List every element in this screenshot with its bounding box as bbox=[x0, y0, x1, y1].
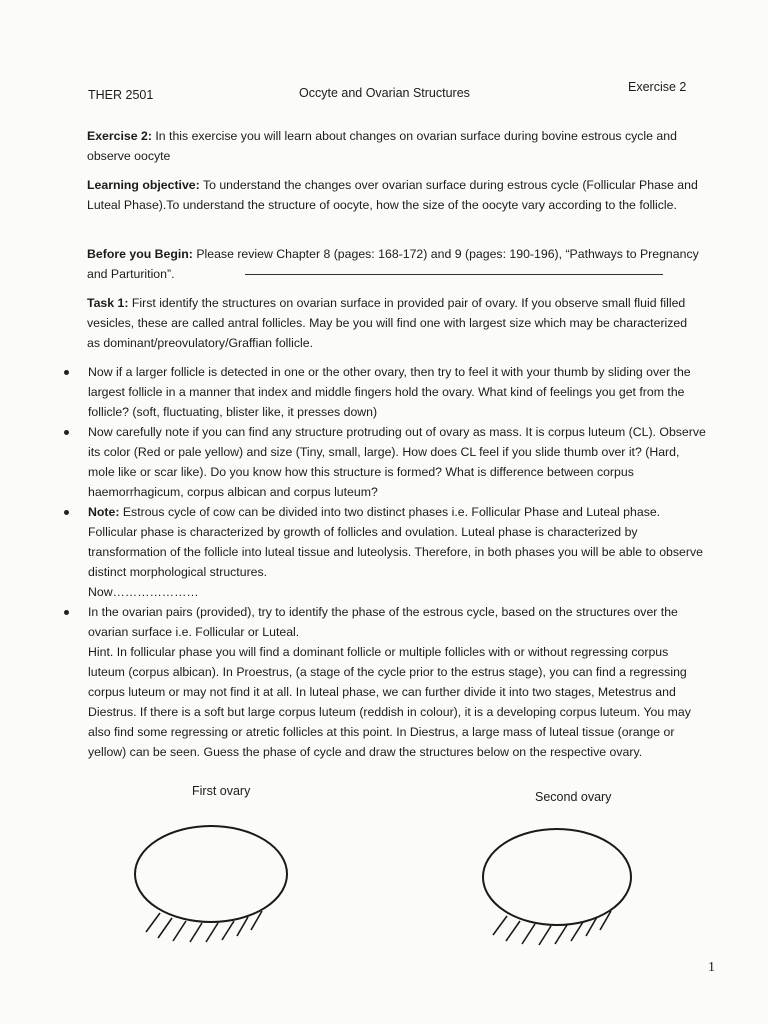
bullet-item-follicle bbox=[58, 362, 708, 422]
bullet-dot bbox=[64, 510, 69, 515]
note-text: Estrous cycle of cow can be divided into two distinct phases i.e. Follicular Phase and Luteal phase. Follicular phase is characterized by growth of follicles and ovulation. Luteal phase is characterized by transformation of the follicle into luteal tissue and luteolysis. Therefore, in both phases you will be able to observe distinct morphological structures. bbox=[88, 505, 703, 579]
exercise-text: In this exercise you will learn about changes on ovarian surface during bovine estrous cycle and observe oocyte bbox=[87, 129, 677, 163]
underline-rule bbox=[245, 274, 663, 275]
bullet-dot bbox=[64, 430, 69, 435]
page-number: 1 bbox=[708, 960, 715, 975]
bullet-text: In the ovarian pairs (provided), try to identify the phase of the estrous cycle, based on the structures over the ovarian surface i.e. Follicular or Luteal. bbox=[88, 605, 678, 639]
bullet-item-note bbox=[58, 502, 708, 602]
document-title: Occyte and Ovarian Structures bbox=[299, 86, 470, 100]
task-label: Task 1: bbox=[87, 296, 129, 310]
second-ovary-drawing bbox=[465, 820, 665, 950]
task-text: First identify the structures on ovarian surface in provided pair of ovary. If you observe small fluid filled vesicles, these are called antral follicles. May be you will find one with largest size which may be characterized as dominant/preovulatory/Graffian follicle. bbox=[87, 296, 688, 350]
before-label: Before you Begin: bbox=[87, 247, 193, 261]
bullet-dot bbox=[64, 370, 69, 375]
note-label: Note: bbox=[88, 505, 120, 519]
objective-label: Learning objective: bbox=[87, 178, 200, 192]
course-code: THER 2501 bbox=[88, 88, 154, 102]
second-ovary-hatching bbox=[493, 911, 611, 945]
second-ovary-outline bbox=[483, 829, 631, 925]
second-ovary-label: Second ovary bbox=[535, 790, 612, 804]
bullet-list bbox=[58, 362, 708, 762]
first-ovary-hatching bbox=[146, 911, 262, 942]
before-text: Please review Chapter 8 (pages: 168-172) and 9 (pages: 190-196), “Pathways to Pregnancy and Parturition”. bbox=[87, 247, 699, 281]
hint-text: Hint. In follicular phase you will find a dominant follicle or multiple follicles with or without regressing corpus luteum (corpus albican). In Proestrus, (a stage of the cycle prior to the estrus stage), you can find a regressing corpus luteum or may not find it at all. In luteal phase, we can further divide it into two stages, Metestrus and Diestrus. If there is a soft but large corpus luteum (reddish in colour), it is a developing corpus luteum. You may also find some regressing or atretic follicles at this point. In Diestrus, a large mass of luteal tissue (orange or yellow) can be seen. Guess the phase of cycle and draw the structures below on the respective ovary. bbox=[88, 645, 691, 759]
first-ovary-label: First ovary bbox=[192, 784, 251, 798]
bullet-text: Now if a larger follicle is detected in one or the other ovary, then try to feel it with your thumb by sliding over the largest follicle in a manner that index and middle fingers hold the ovary. What kind of feelings you get from the follicle? (soft, fluctuating, blister like, it presses down) bbox=[88, 365, 691, 419]
exercise-number: Exercise 2 bbox=[628, 80, 687, 94]
task-paragraph bbox=[87, 293, 699, 353]
objective-paragraph bbox=[87, 175, 699, 215]
before-paragraph bbox=[87, 244, 699, 284]
first-ovary-outline bbox=[135, 826, 287, 922]
bullet-text: Now carefully note if you can find any structure protruding out of ovary as mass. It is corpus luteum (CL). Observe its color (Red or pale yellow) and size (Tiny, small, large). How does CL feel if you slide thumb over it? (Hard, mole like or scar like). Do you know how this structure is formed? What is difference between corpus haemorrhagicum, corpus albican and corpus luteum? bbox=[88, 425, 706, 499]
objective-text: To understand the changes over ovarian surface during estrous cycle (Follicular Phase and Luteal Phase).To understand the structure of oocyte, how the size of the oocyte vary according to the follicle. bbox=[87, 178, 698, 212]
first-ovary-drawing bbox=[120, 820, 320, 950]
exercise-label: Exercise 2: bbox=[87, 129, 152, 143]
bullet-item-ovarian-pairs bbox=[58, 602, 708, 762]
exercise-paragraph bbox=[87, 126, 699, 166]
bullet-item-corpus-luteum bbox=[58, 422, 708, 502]
now-text: Now………………… bbox=[88, 585, 199, 599]
bullet-dot bbox=[64, 610, 69, 615]
